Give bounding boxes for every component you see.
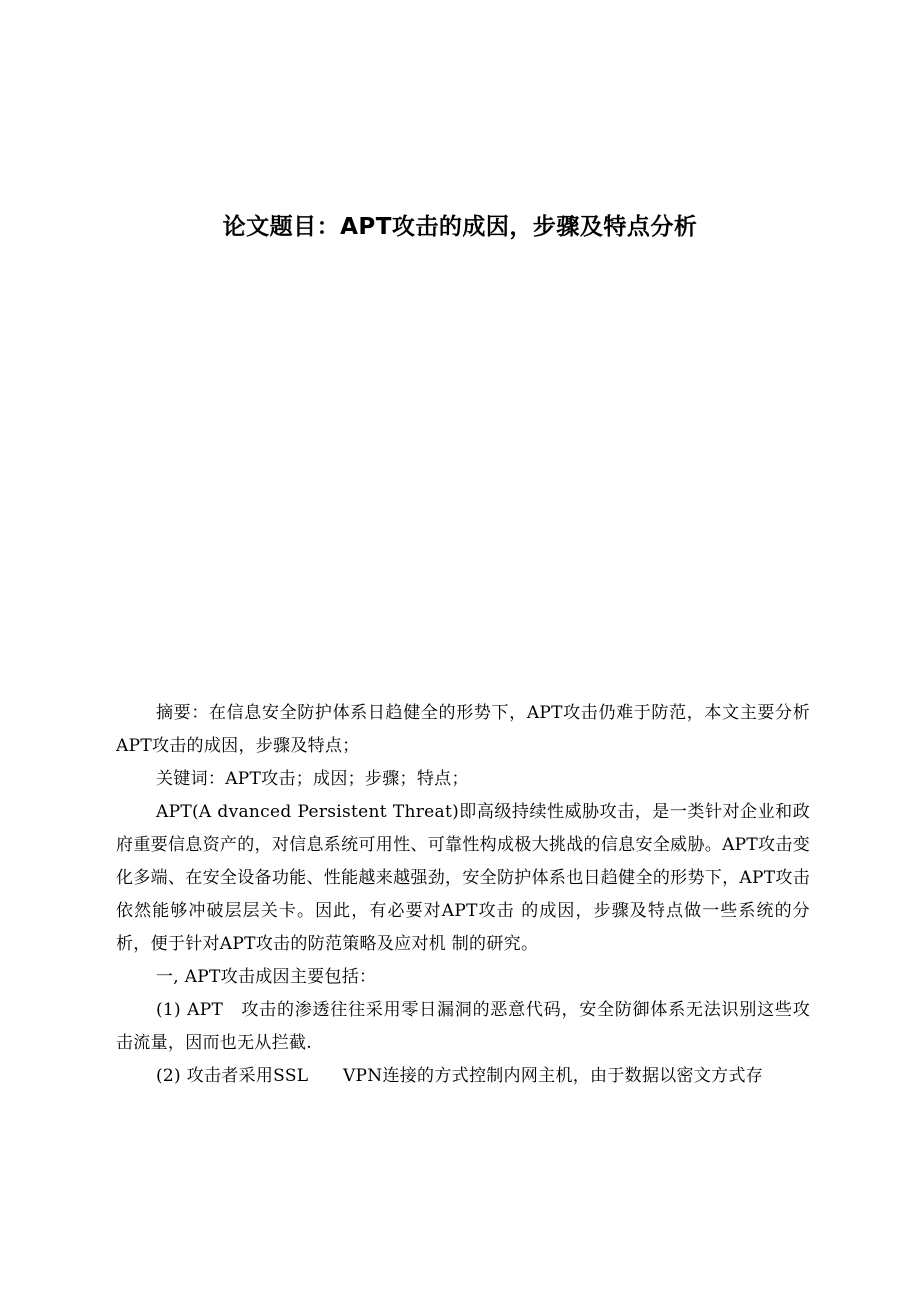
intro-paragraph: APT(A dvanced Persistent Threat)即高级持续性威胁攻击，是一类针对企业和政府重要信息资产的，对信息系统可用性、可靠性构成极大挑战的信息安全威胁。APT攻击变化多端、在安全设备功能、性能越来越强劲，安全防护体系也日趋健全的形势下，APT攻击依然能够冲破层层关卡。因此，有必要对APT攻击 的成因，步骤及特点做一些系统的分析，便于针对APT攻击的防范策略及应对机 制的研究。: [116, 802, 810, 954]
paper-title: 论文题目：APT攻击的成因，步骤及特点分析: [222, 214, 698, 240]
abstract-paragraph: 摘要：在信息安全防护体系日趋健全的形势下，APT攻击仍难于防范，本文主要分析APT攻击的成因，步骤及特点；: [116, 703, 810, 756]
keywords-paragraph: 关键词：APT攻击；成因；步骤；特点；: [156, 769, 469, 789]
body-text: [116, 697, 810, 1093]
section-heading: 一, APT攻击成因主要包括：: [156, 967, 377, 987]
list-item-1: (1) APT 攻击的渗透往往采用零日漏洞的恶意代码，安全防御体系无法识别这些攻击流量，因而也无从拦截.: [116, 1000, 810, 1053]
list-item-2: (2) 攻击者采用SSL VPN连接的方式控制内网主机，由于数据以密文方式存: [156, 1066, 764, 1086]
